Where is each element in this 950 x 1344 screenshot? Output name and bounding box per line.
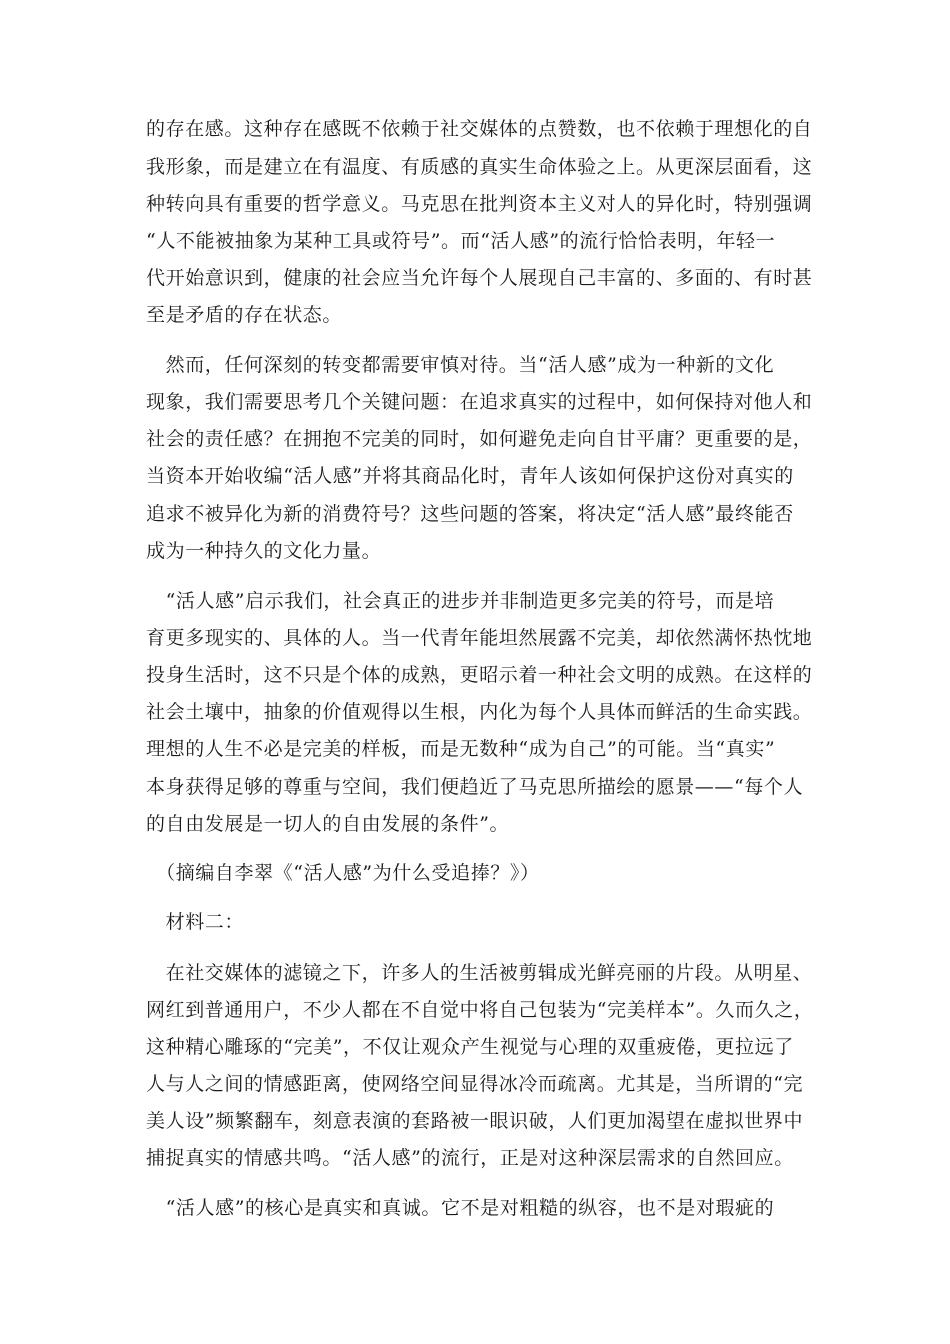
text-line: 材料二： (146, 911, 245, 933)
text-line: （摘编自李翠《“活人感”为什么受追捧？》） (146, 862, 540, 884)
text-line: 理想的人生不必是完美的样板，而是无数种“成为自己”的可能。当“真实” (146, 738, 776, 760)
text-line: 当资本开始收编“活人感”并将其商品化时，青年人该如何保护这份对真实的 (146, 465, 794, 487)
text-line: 现象，我们需要思考几个关键问题：在追求真实的过程中，如何保持对他人和 (146, 391, 813, 413)
text-line: 追求不被异化为新的消费符号？这些问题的答案，将决定“活人感”最终能否 (146, 503, 794, 525)
text-line: 至是矛盾的存在状态。 (146, 304, 343, 326)
text-line: 社会的责任感？在拥抱不完美的同时，如何避免走向自甘平庸？更重要的是， (146, 428, 813, 450)
text-line: 美人设”频繁翻车，刻意表演的套路被一眼识破，人们更加渴望在虚拟世界中 (146, 1110, 804, 1132)
text-line: 的自由发展是一切人的自由发展的条件”。 (146, 813, 510, 835)
text-line: 在社交媒体的滤镜之下，许多人的生活被剪辑成光鲜亮丽的片段。从明星、 (146, 962, 813, 984)
text-line: 人与人之间的情感距离，使网络空间显得冰冷而疏离。尤其是，当所谓的“完 (146, 1073, 804, 1095)
text-line: 这种精心雕琢的“完美”，不仅让观众产生视觉与心理的双重疲倦，更拉远了 (146, 1036, 794, 1058)
text-line: 的存在感。这种存在感既不依赖于社交媒体的点赞数，也不依赖于理想化的自 (146, 118, 813, 140)
text-line: 代开始意识到，健康的社会应当允许每个人展现自己丰富的、多面的、有时甚 (146, 267, 813, 289)
text-line: “人不能被抽象为某种工具或符号”。而“活人感”的流行恰恰表明，年轻一 (146, 230, 776, 252)
text-line: 本身获得足够的尊重与空间，我们便趋近了马克思所描绘的愿景——“每个人 (146, 776, 804, 798)
text-line: 捕捉真实的情感共鸣。“活人感”的流行，正是对这种深层需求的自然回应。 (146, 1147, 794, 1169)
text-line: 我形象，而是建立在有温度、有质感的真实生命体验之上。从更深层面看，这 (146, 156, 813, 178)
text-line: 种转向具有重要的哲学意义。马克思在批判资本主义对人的异化时，特别强调 (146, 193, 813, 215)
text-line: 网红到普通用户，不少人都在不自觉中将自己包装为“完美样本”。久而久之， (146, 999, 814, 1021)
text-line: 社会土壤中，抽象的价值观得以生根，内化为每个人具体而鲜活的生命实践。 (146, 701, 813, 723)
text-line: “活人感”的核心是真实和真诚。它不是对粗糙的纵容，也不是对瑕疵的 (146, 1197, 775, 1219)
text-line: “活人感”启示我们，社会真正的进步并非制造更多完美的符号，而是培 (146, 590, 775, 612)
text-line: 育更多现实的、具体的人。当一代青年能坦然展露不完美，却依然满怀热忱地 (146, 627, 813, 649)
text-line: 成为一种持久的文化力量。 (146, 540, 382, 562)
text-line: 投身生活时，这不只是个体的成熟，更昭示着一种社会文明的成熟。在这样的 (146, 664, 813, 686)
text-line: 然而，任何深刻的转变都需要审慎对待。当“活人感”成为一种新的文化 (146, 354, 775, 376)
